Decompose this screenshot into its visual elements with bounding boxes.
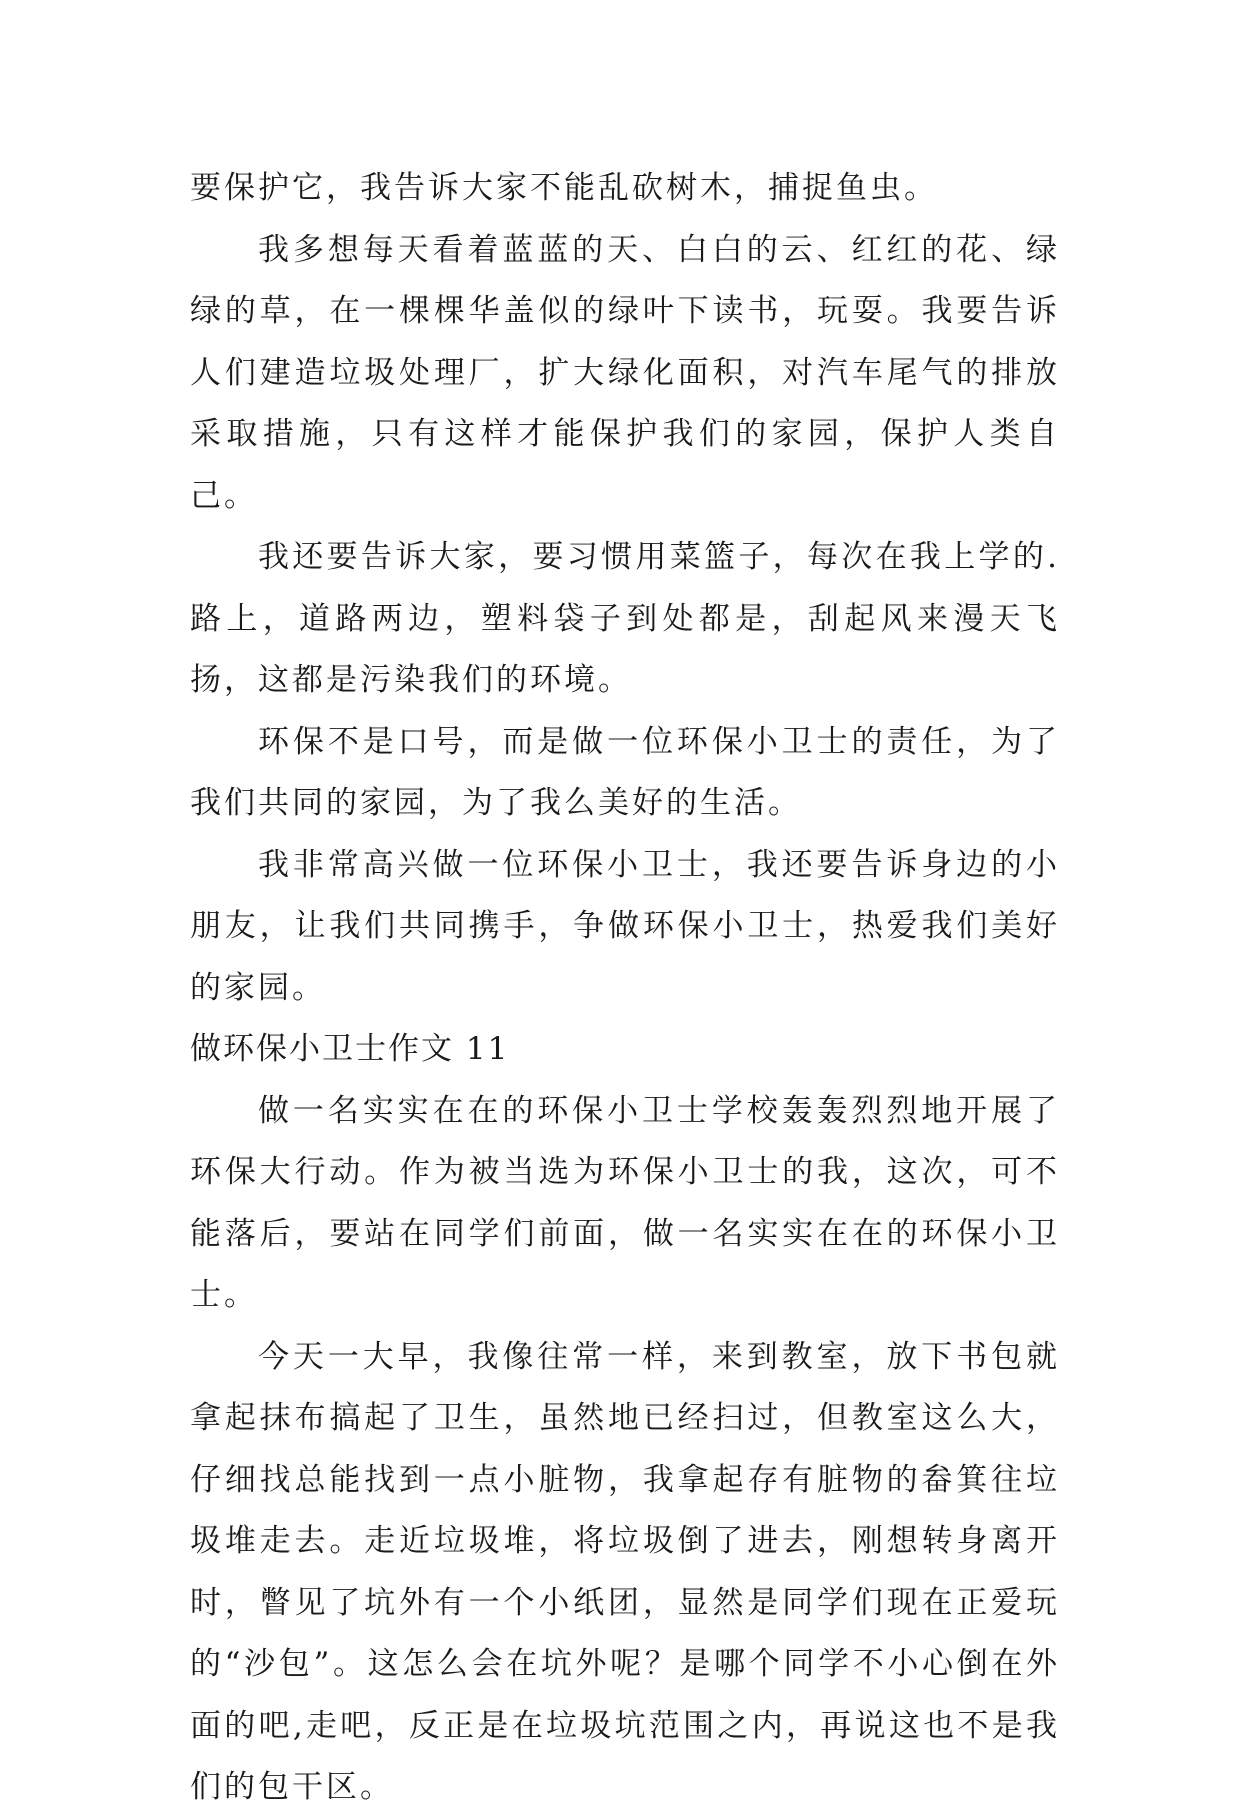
document-body bbox=[190, 158, 1060, 1819]
paragraph: 我多想每天看着蓝蓝的天、白白的云、红红的花、绿绿的草，在一棵棵华盖似的绿叶下读书，玩耍。我要告诉人们建造垃圾处理厂，扩大绿化面积，对汽车尾气的排放采取措施，只有这样才能保护我们的家园，保护人类自己。 bbox=[190, 231, 1060, 514]
section-heading: 做环保小卫士作文 11 bbox=[190, 1031, 510, 1067]
paragraph: 今天一大早，我像往常一样，来到教室，放下书包就拿起抹布搞起了卫生，虽然地已经扫过，但教室这么大，仔细找总能找到一点小脏物，我拿起存有脏物的畚箕往垃圾堆走去。走近垃圾堆，将垃圾倒了进去，刚想转身离开时，瞥见了坑外有一个小纸团，显然是同学们现在正爱玩的“沙包”。这怎么会在坑外呢？是哪个同学不小心倒在外面的吧,走吧，反正是在垃圾坑范围之内，再说这也不是我们的包干区。 bbox=[190, 1338, 1060, 1805]
paragraph: 环保不是口号，而是做一位环保小卫士的责任，为了我们共同的家园，为了我么美好的生活。 bbox=[190, 723, 1060, 821]
paragraph: 做一名实实在在的环保小卫士学校轰轰烈烈地开展了环保大行动。作为被当选为环保小卫士的我，这次，可不能落后，要站在同学们前面，做一名实实在在的环保小卫士。 bbox=[190, 1092, 1060, 1313]
paragraph-continuation: 要保护它，我告诉大家不能乱砍树木，捕捉鱼虫。 bbox=[190, 170, 938, 206]
paragraph: 我还要告诉大家，要习惯用菜篮子，每次在我上学的.路上，道路两边，塑料袋子到处都是，刮起风来漫天飞扬，这都是污染我们的环境。 bbox=[190, 539, 1060, 698]
paragraph: 我非常高兴做一位环保小卫士，我还要告诉身边的小朋友，让我们共同携手，争做环保小卫士，热爱我们美好的家园。 bbox=[190, 846, 1060, 1006]
